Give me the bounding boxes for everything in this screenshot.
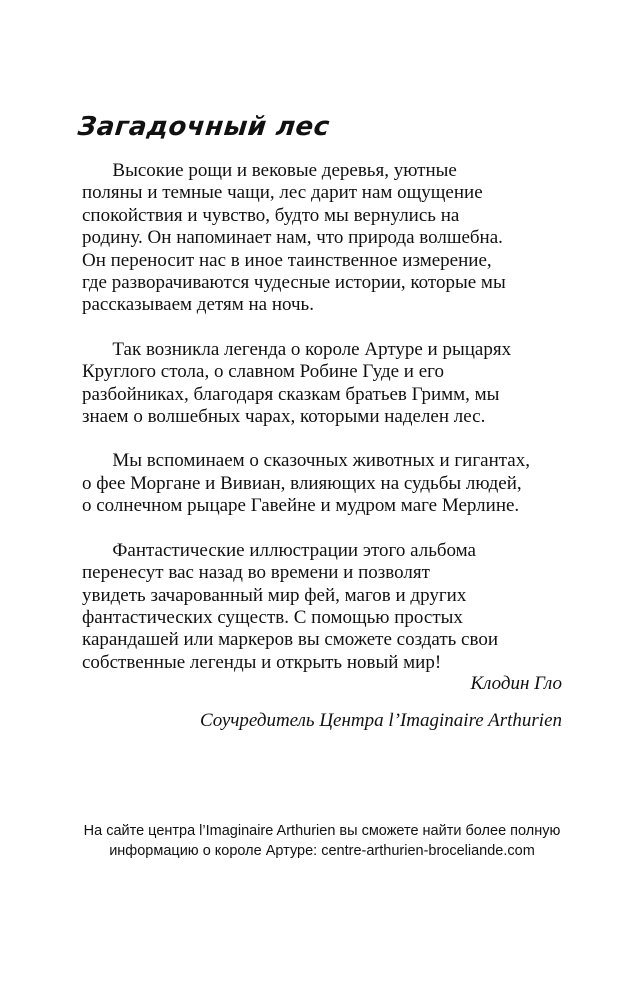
paragraph-4 [82,540,562,674]
footer-note [40,821,604,861]
text-line: разбойниках, благодаря сказкам братьев Гримм, мы [82,383,500,405]
text-line: собственные легенды и открыть новый мир! [82,651,442,673]
text-line: спокойствия и чувство, будто мы вернулись на [82,204,460,226]
author-name: Клодин Гло [470,673,562,694]
text-line: увидеть зачарованный мир фей, магов и других [82,584,467,606]
footer-line: информацию о короле Артуре: centre-arthurien-broceliande.com [109,843,535,859]
text-line: перенесут вас назад во времени и позволят [82,562,430,584]
text-line: о солнечном рыцаре Гавейне и мудром маге Мерлине. [82,495,520,517]
text-line: Он переносит нас в иное таинственное измерение, [82,249,492,271]
text-line: о фее Моргане и Вивиан, влияющих на судьбы людей, [82,472,522,494]
intro-text [82,160,562,696]
footer-line: На сайте центра l’Imaginaire Arthurien вы сможете найти более полную [83,823,561,839]
paragraph-2 [82,339,562,429]
text-line: Так возникла легенда о короле Артуре и рыцарях [112,338,512,360]
text-line: рассказываем детям на ночь. [82,294,314,316]
text-line: родину. Он напоминает нам, что природа волшебна. [82,227,503,249]
text-line: поляны и темные чащи, лес дарит нам ощущение [82,182,483,204]
paragraph-1 [82,160,562,317]
page-title: Загадочный лес [76,112,332,142]
text-line: Мы вспоминаем о сказочных животных и гигантах, [112,450,530,472]
paragraph-3 [82,450,562,517]
author-role: Соучредитель Центра l’Imaginaire Arthurien [199,710,562,731]
text-line: Круглого стола, о славном Робине Гуде и его [82,361,444,383]
text-line: Высокие рощи и вековые деревья, уютные [112,160,457,181]
text-line: где разворачиваются чудесные истории, которые мы [82,272,506,294]
text-line: знаем о волшебных чарах, которыми наделен лес. [82,406,486,428]
text-line: Фантастические иллюстрации этого альбома [112,539,476,561]
text-line: карандашей или маркеров вы сможете создать свои [82,629,498,651]
text-line: фантастических существ. С помощью простых [82,606,463,628]
